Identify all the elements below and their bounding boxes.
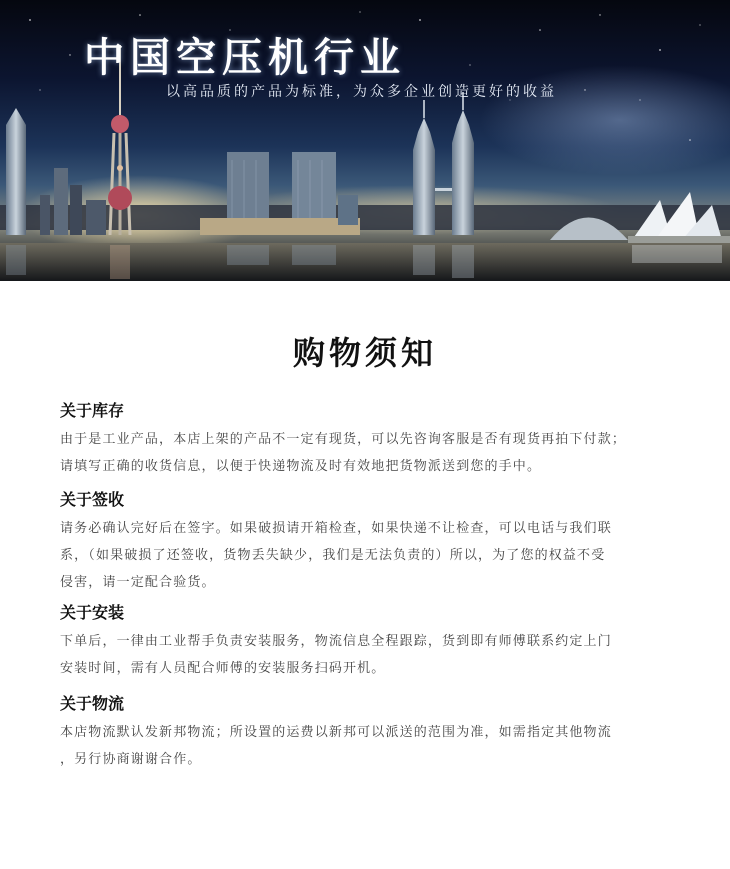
section-body [60,628,680,682]
section-receipt [60,489,680,596]
section-body [60,426,680,480]
section-installation [60,602,680,682]
banner-title: 中国空压机行业 [84,34,406,81]
section-stock [60,400,680,480]
header-banner [0,0,730,281]
body-line: 请务必确认完好后在签字。如果破损请开箱检查，如果快递不让检查，可以电话与我们联 [60,521,612,536]
section-title: 关于签收 [60,490,125,509]
body-line: 请填写正确的收货信息，以便于快递物流及时有效地把货物派送到您的手中。 [60,459,542,474]
body-line: 侵害，请一定配合验货。 [60,575,216,590]
section-body [60,719,680,773]
body-line: 下单后，一律由工业帮手负责安装服务，物流信息全程跟踪，货到即有师傅联系约定上门 [60,634,612,649]
page-title: 购物须知 [292,334,437,372]
body-line: 系，（如果破损了还签收，货物丢失缺少，我们是无法负责的）所以，为了您的权益不受 [60,548,606,563]
section-title: 关于物流 [60,694,125,713]
banner-slogan: 以高品质的产品为标准，为众多企业创造更好的收益 [166,84,557,100]
section-title: 关于库存 [60,401,125,420]
body-line: ，另行协商谢谢合作。 [60,752,202,767]
body-line: 安装时间，需有人员配合师傅的安装服务扫码开机。 [60,661,386,676]
section-body [60,515,680,596]
body-line: 本店物流默认发新邦物流；所设置的运费以新邦可以派送的范围为准，如需指定其他物流 [60,725,612,740]
section-title: 关于安装 [60,603,125,622]
body-line: 由于是工业产品，本店上架的产品不一定有现货，可以先咨询客服是否有现货再拍下付款； [60,432,627,447]
section-logistics [60,693,680,773]
